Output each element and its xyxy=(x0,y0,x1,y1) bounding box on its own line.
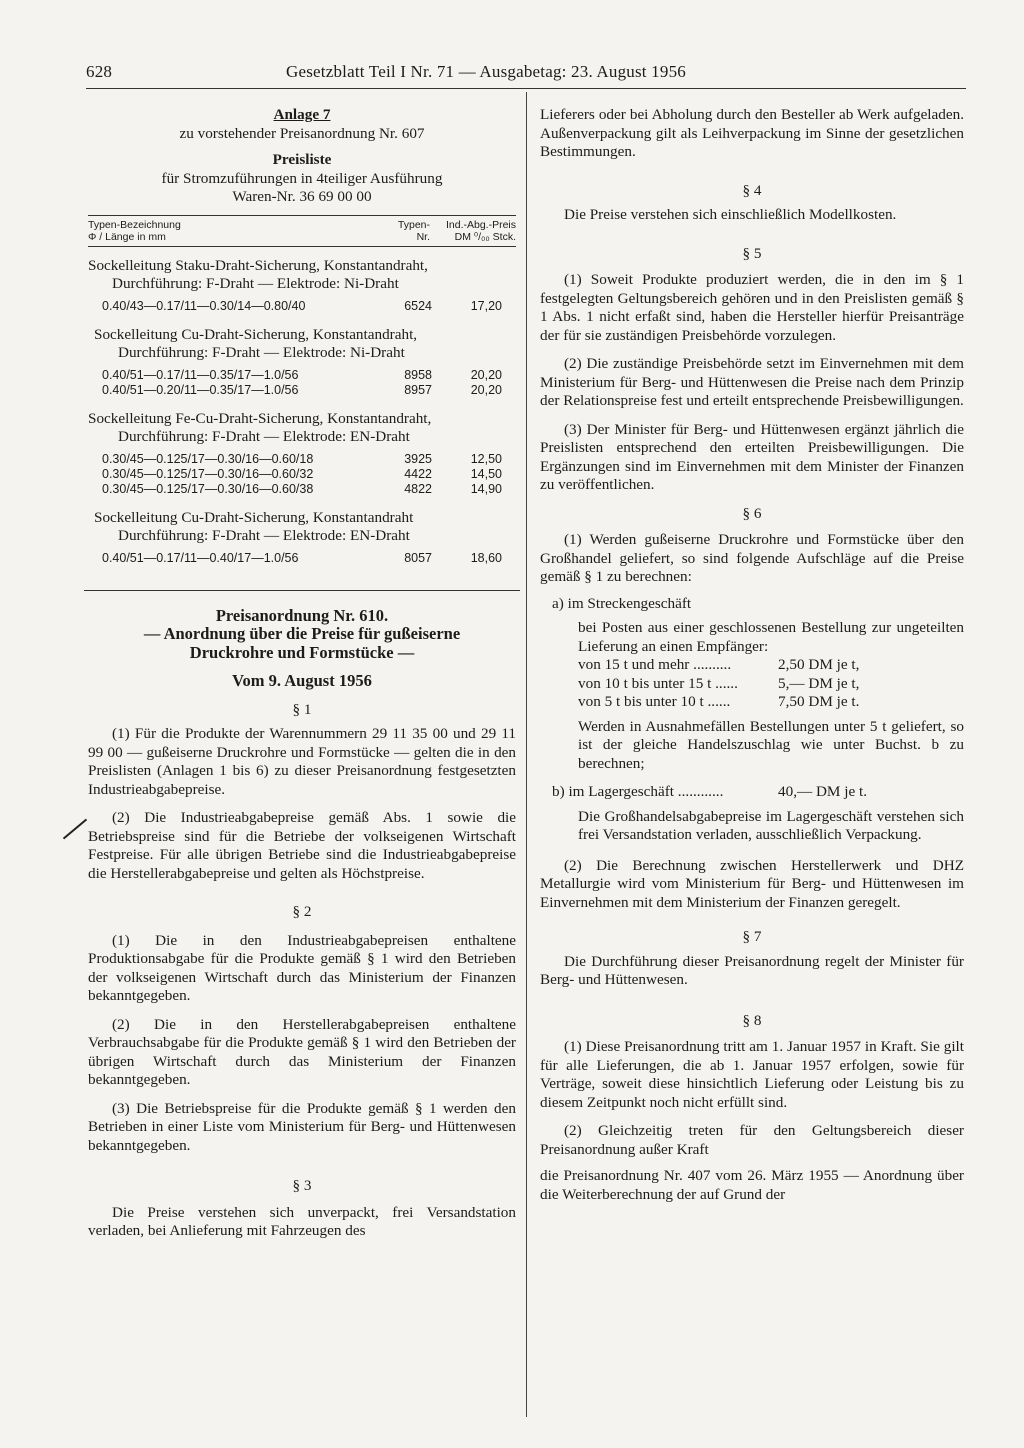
section-6-item-a-text: bei Posten aus einer geschlossenen Bestellung zur ungeteilten Lieferung an einen Empfänger: xyxy=(578,619,964,655)
section-8-heading: § 8 xyxy=(742,1011,762,1029)
page-number: 628 xyxy=(86,62,113,81)
section-6-para-1: (1) Werden gußeiserne Druckrohre und Formstücke über den Großhandel geliefert, so sind folgende Aufschläge auf die Preise gemäß § 1 zu berechnen: xyxy=(540,531,964,585)
section-7-heading: § 7 xyxy=(742,928,762,945)
section-6-item-b: b) im Lagergeschäft ............ 40,— DM je t. xyxy=(552,783,868,800)
section-6-para-2: (2) Die Berechnung zwischen Herstellerwerk und DHZ Metallurgie wird vom Ministerium für Berg- und Hüttenwesen im Einvernehmen mit dem Ministerium der Finanzen geregelt. xyxy=(540,856,964,911)
section-2-heading: § 2 xyxy=(292,903,312,920)
section-3-para-1: Die Preise verstehen sich unverpackt, frei Versandstation verladen, bei Anlieferung mit Fahrzeugen des xyxy=(88,1203,516,1239)
gazette-title: Gesetzblatt Teil I Nr. 71 — Ausgabetag: 23. August 1956 xyxy=(286,62,686,81)
section-2-para-3: (3) Die Betriebspreise für die Produkte gemäß § 1 werden den Betrieben in einer Liste vom Ministerium für Berg- und Hüttenwesen bekanntgegeben. xyxy=(88,1099,516,1154)
table-row: 0.40/51—0.20/11—0.35/17—1.0/56 8957 20,20 xyxy=(102,382,502,397)
header-type: Typen-Bezeichnung xyxy=(88,218,181,231)
section-5-para-2: (2) Die zuständige Preisbehörde setzt im Einvernehmen mit dem Ministerium für Berg- und Hüttenwesen die Preise nach dem Prinzip der Relationspreise fest und erteilt entsprechende Preisbewilligungen. xyxy=(540,355,964,409)
ordinance-subtitle-1: — Anordnung über die Preise für gußeiserne xyxy=(143,624,461,643)
section-5-para-1: (1) Soweit Produkte produziert werden, die in den im § 1 festgelegten Geltungsbereich gehören und in den Preislisten gemäß § 1 Abs. 1 nicht erfaßt sind, haben die Hersteller hierfür Preisanträge der für sie zuständigen Preisbehörde vorzulegen. xyxy=(540,271,964,344)
tier-row: von 10 t bis unter 15 t ...... 5,— DM je t, xyxy=(578,674,860,692)
section-6-item-b-note: Die Großhandelsabgabepreise im Lagergeschäft verstehen sich frei Versandstation verladen, ausschließlich Verpackung. xyxy=(578,807,964,843)
header-type-number: Typen- xyxy=(397,218,430,231)
margin-mark xyxy=(63,819,87,840)
group-subtitle: Durchführung: F-Draht — Elektrode: EN-Draht xyxy=(118,527,410,544)
section-4-para-1: Die Preise verstehen sich einschließlich Modellkosten. xyxy=(564,206,897,223)
group-subtitle: Durchführung: F-Draht — Elektrode: Ni-Draht xyxy=(112,275,399,292)
left-column xyxy=(88,106,516,1241)
annex-title: Anlage 7 xyxy=(273,106,331,123)
group-title: Sockelleitung Cu-Draht-Sicherung, Konstantandraht xyxy=(94,508,414,526)
group-title: Sockelleitung Cu-Draht-Sicherung, Konstantandraht, xyxy=(94,325,418,343)
pricelist-article-number: Waren-Nr. 36 69 00 00 xyxy=(232,188,372,205)
header-rule xyxy=(86,88,966,89)
price-table-header xyxy=(88,215,516,247)
section-6-item-a: a) im Streckengeschäft xyxy=(552,594,692,612)
section-2-para-2: (2) Die in den Herstellerabgabepreisen enthaltene Verbrauchsabgabe für die Produkte gemäß § 1 wird den Betrieben der übrigen Wirtschaft durch das Ministerium der Finanzen bekanntgegeben. xyxy=(88,1015,516,1088)
table-group xyxy=(88,410,516,497)
section-8-para-1: (1) Diese Preisanordnung tritt am 1. Januar 1957 in Kraft. Sie gilt für alle Lieferungen, die ab 1. Januar 1957 erfolgen, sowie für Verträge, soweit diese hinsichtlich Lieferung oder Leistung bis zu diesem Zeitpunkt noch nicht erfüllt sind. xyxy=(540,1038,964,1111)
header-unit: DM ⁰/₀₀ Stck. xyxy=(454,230,516,243)
section-7-para-1: Die Durchführung dieser Preisanordnung regelt der Minister für Berg- und Hüttenwesen. xyxy=(540,952,964,988)
ordinance-title: Preisanordnung Nr. 610. xyxy=(215,605,389,625)
header-dimensions: Φ / Länge in mm xyxy=(88,230,166,243)
section-2-para-1: (1) Die in den Industrieabgabepreisen enthaltene Produktionsabgabe für die Produkte gemäß § 1 wird den Betrieben der volkseigenen Wirtschaft durch das Ministerium der Finanzen bekanntgegeben. xyxy=(88,931,516,1004)
section-6-heading: § 6 xyxy=(742,504,762,522)
section-3-heading: § 3 xyxy=(292,1177,312,1194)
right-column xyxy=(540,106,964,1204)
surcharge-tiers xyxy=(540,656,964,712)
group-subtitle: Durchführung: F-Draht — Elektrode: Ni-Draht xyxy=(118,344,405,361)
section-5-heading: § 5 xyxy=(742,244,762,262)
table-row: 0.30/45—0.125/17—0.30/16—0.60/38 4822 14,90 xyxy=(102,481,502,496)
section-1-heading: § 1 xyxy=(292,700,312,718)
group-title: Sockelleitung Fe-Cu-Draht-Sicherung, Konstantandraht, xyxy=(88,409,432,427)
section-5-para-3: (3) Der Minister für Berg- und Hüttenwesen ergänzt jährlich die Preislisten entsprechend den erteilten Preisbewilligungen. Die Ergänzungen sind im Einvernehmen mit dem Minister der Finanzen zu veröffentlichen. xyxy=(540,420,964,493)
section-1-para-2: (2) Die Industrieabgabepreise gemäß Abs. 1 sowie die Betriebspreise sind für die Betriebe der volkseigenen Wirtschaft Festpreise. Für alle übrigen Betriebe sind die Industrieabgabepreise die Herstellerabgabepreise und gelten als Höchstpreise. xyxy=(88,809,516,882)
tier-row: von 15 t und mehr .......... 2,50 DM je t, xyxy=(578,656,860,673)
table-row: 0.40/51—0.17/11—0.40/17—1.0/56 8057 18,60 xyxy=(102,550,502,565)
section-8-para-2: (2) Gleichzeitig treten für den Geltungsbereich dieser Preisanordnung außer Kraft xyxy=(540,1122,964,1158)
table-row: 0.40/43—0.17/11—0.30/14—0.80/40 6524 17,20 xyxy=(102,298,502,313)
section-rule xyxy=(84,590,520,591)
group-subtitle: Durchführung: F-Draht — Elektrode: EN-Draht xyxy=(118,428,410,445)
pricelist-title: Preisliste xyxy=(272,151,332,168)
column-divider xyxy=(526,92,527,1417)
tier-row: von 5 t bis unter 10 t ...... 7,50 DM je t. xyxy=(578,693,860,710)
ordinance-subtitle-2: Druckrohre und Formstücke — xyxy=(189,642,415,662)
header-nr: Nr. xyxy=(416,230,430,243)
ordinance-date: Vom 9. August 1956 xyxy=(232,671,372,690)
group-title: Sockelleitung Staku-Draht-Sicherung, Konstantandraht, xyxy=(88,256,428,274)
table-group xyxy=(88,509,516,566)
section-8-para-3: die Preisanordnung Nr. 407 vom 26. März 1955 — Anordnung über die Weiterberechnung der auf Grund der xyxy=(540,1167,964,1203)
table-row: 0.40/51—0.17/11—0.35/17—1.0/56 8958 20,20 xyxy=(102,367,502,382)
pricelist-subtitle: für Stromzuführungen in 4teiliger Ausführung xyxy=(161,169,443,187)
table-row: 0.30/45—0.125/17—0.30/16—0.60/18 3925 12,50 xyxy=(102,451,502,466)
section-4-heading: § 4 xyxy=(742,181,762,199)
header-price: Ind.-Abg.-Preis xyxy=(445,218,516,231)
table-row: 0.30/45—0.125/17—0.30/16—0.60/32 4422 14,50 xyxy=(102,466,502,481)
continued-paragraph: Lieferers oder bei Abholung durch den Besteller ab Werk aufgeladen. Außenverpackung gilt als Leihverpackung im Sinne der gesetzlichen Bestimmungen. xyxy=(540,106,964,160)
annex-subtitle: zu vorstehender Preisanordnung Nr. 607 xyxy=(179,124,425,142)
section-6-item-a-note: Werden in Ausnahmefällen Bestellungen unter 5 t geliefert, so ist der gleiche Handelszuschlag wie unter Buchst. b zu berechnen; xyxy=(578,717,964,772)
table-group xyxy=(88,326,516,398)
section-1-para-1: (1) Für die Produkte der Warennummern 29 11 35 00 und 29 11 99 00 — gußeiserne Druckrohre und Formstücke — gelten die in den Preislisten (Anlagen 1 bis 6) zu dieser Preisanordnung festgesetzten Industrieabgabepreise. xyxy=(88,725,516,798)
table-group xyxy=(88,257,516,314)
